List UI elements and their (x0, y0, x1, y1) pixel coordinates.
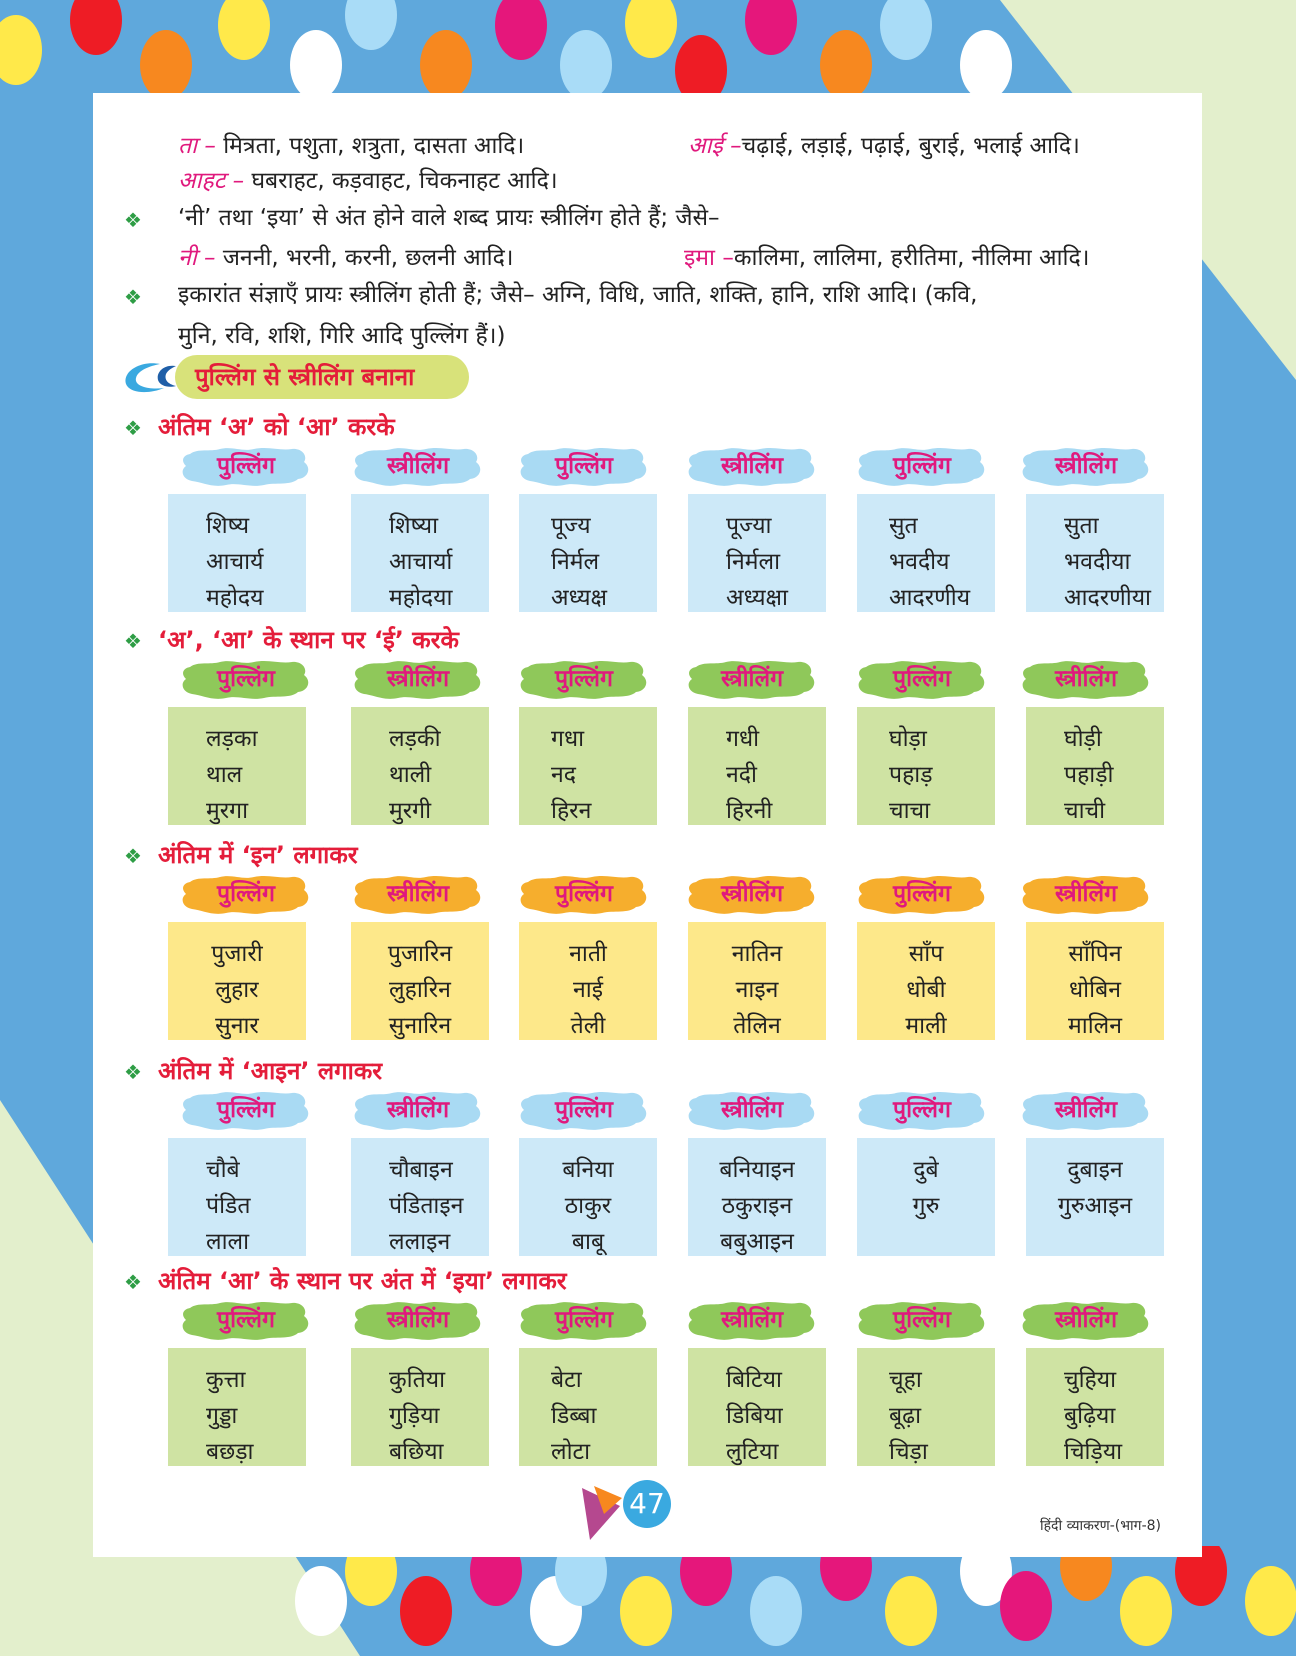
word: लड़का (206, 726, 258, 752)
feminine-word-box (351, 1348, 489, 1466)
masculine-tag (180, 659, 312, 701)
word: शिष्या (389, 513, 439, 539)
feminine-label: स्त्रीलिंग (1054, 666, 1118, 692)
feminine-label: स्त्रीलिंग (1054, 1307, 1118, 1333)
masculine-tag (180, 446, 312, 488)
word: साँपिन (1068, 941, 1122, 967)
word: आदरणीया (1064, 585, 1152, 611)
intro-text: ‘नी’ तथा ‘इया’ से अंत होने वाले शब्द प्रायः स्त्रीलिंग होते हैं; जैसे– (178, 205, 720, 231)
word: नातिन (731, 941, 783, 967)
feminine-tag (686, 874, 818, 916)
intro-keyword: आई – (688, 133, 742, 159)
feminine-label: स्त्रीलिंग (1054, 881, 1118, 907)
masculine-word-box (857, 1348, 995, 1466)
word: पूज्या (726, 513, 772, 539)
section-title: ‘अ’, ‘आ’ के स्थान पर ‘ई’ करके (158, 626, 459, 654)
word: महोदया (389, 585, 453, 611)
word: लुहार (215, 977, 259, 1003)
word: गुड़िया (389, 1403, 440, 1429)
word: धोबी (906, 977, 946, 1003)
word: डिब्बा (551, 1403, 597, 1429)
word: महोदय (206, 585, 264, 611)
feminine-tag (686, 1090, 818, 1132)
masculine-label: पुल्लिंग (555, 1307, 613, 1333)
intro-text: मित्रता, पशुता, शत्रुता, दासता आदि। (223, 133, 525, 159)
word: घोड़ा (889, 726, 927, 752)
word: बेटा (551, 1367, 582, 1393)
masculine-word-box (857, 494, 995, 612)
word: पूज्य (551, 513, 591, 539)
word: माली (905, 1013, 947, 1039)
word: ठाकुर (564, 1193, 612, 1219)
masculine-label: पुल्लिंग (555, 1097, 613, 1123)
feminine-word-box (688, 1348, 826, 1466)
diamond-bullet-icon: ❖ (124, 844, 142, 868)
feminine-word-box (1026, 707, 1164, 825)
masculine-word-box (519, 1138, 657, 1256)
word: गधी (726, 726, 760, 752)
word: लाला (206, 1229, 250, 1255)
masculine-tag (518, 874, 650, 916)
masculine-word-box (168, 922, 306, 1040)
intro-line-ni_rule (178, 200, 720, 232)
word: मुरगी (389, 798, 432, 824)
word: कुतिया (389, 1367, 446, 1393)
word: नाई (572, 977, 603, 1003)
masculine-word-box (168, 707, 306, 825)
word: मुरगा (206, 798, 249, 824)
masculine-word-box (519, 494, 657, 612)
main-heading: पुल्लिंग से स्त्रीलिंग बनाना (175, 355, 469, 399)
feminine-word-box (351, 707, 489, 825)
intro-keyword: ता – (178, 133, 224, 159)
feminine-label: स्त्रीलिंग (720, 881, 784, 907)
page-number: 47 (623, 1480, 671, 1528)
section-title: अंतिम में ‘इन’ लगाकर (158, 841, 358, 869)
masculine-label: पुल्लिंग (555, 666, 613, 692)
word: चौबे (206, 1157, 240, 1183)
word: कुत्ता (206, 1367, 246, 1393)
masculine-word-box (519, 922, 657, 1040)
feminine-tag (1020, 874, 1152, 916)
masculine-tag (856, 1300, 988, 1342)
word: गधा (551, 726, 585, 752)
word: सुनार (215, 1013, 259, 1039)
word: चिड़िया (1064, 1439, 1123, 1465)
word: आचार्या (389, 549, 453, 575)
masculine-word-box (168, 1138, 306, 1256)
masculine-label: पुल्लिंग (555, 881, 613, 907)
feminine-word-box (1026, 1138, 1164, 1256)
word: सुत (889, 513, 918, 539)
word: तेलिन (733, 1013, 781, 1039)
word: सुता (1064, 513, 1099, 539)
masculine-tag (518, 1090, 650, 1132)
word: बुढ़िया (1064, 1403, 1116, 1429)
feminine-label: स्त्रीलिंग (386, 1307, 450, 1333)
word: थाल (206, 762, 243, 788)
footer-book-title: हिंदी व्याकरण-(भाग-8) (1040, 1518, 1161, 1534)
masculine-word-box (168, 494, 306, 612)
word: मालिन (1067, 1013, 1123, 1039)
word: चुहिया (1064, 1367, 1117, 1393)
word: ठकुराइन (721, 1193, 793, 1219)
masculine-word-box (519, 707, 657, 825)
word: नाती (569, 941, 607, 967)
feminine-label: स्त्रीलिंग (386, 881, 450, 907)
word: गुरुआइन (1057, 1193, 1133, 1219)
diamond-bullet-icon: ❖ (124, 285, 142, 309)
section-title: अंतिम में ‘आइन’ लगाकर (158, 1057, 383, 1085)
word: गुड्डा (206, 1403, 238, 1429)
word: शिष्य (206, 513, 250, 539)
word: बछिया (389, 1439, 444, 1465)
word: आचार्य (206, 549, 264, 575)
feminine-word-box (1026, 1348, 1164, 1466)
feminine-tag (686, 1300, 818, 1342)
word: निर्मल (551, 549, 600, 575)
feminine-label: स्त्रीलिंग (720, 1307, 784, 1333)
intro-text: कालिमा, लालिमा, हरीतिमा, नीलिमा आदि। (733, 245, 1090, 271)
feminine-word-box (351, 1138, 489, 1256)
masculine-label: पुल्लिंग (893, 453, 951, 479)
masculine-word-box (168, 1348, 306, 1466)
intro-line-ikarant2 (178, 318, 505, 350)
masculine-tag (518, 446, 650, 488)
word: निर्मला (726, 549, 781, 575)
section-title: अंतिम ‘अ’ को ‘आ’ करके (158, 413, 395, 441)
masculine-label: पुल्लिंग (217, 1307, 275, 1333)
word: बूढ़ा (889, 1403, 922, 1429)
heading-swoosh-icon (120, 358, 180, 398)
feminine-word-box (351, 494, 489, 612)
masculine-label: पुल्लिंग (893, 1307, 951, 1333)
masculine-tag (856, 874, 988, 916)
intro-line-ni (178, 240, 514, 272)
feminine-tag (1020, 659, 1152, 701)
masculine-word-box (857, 707, 995, 825)
word: लोटा (551, 1439, 591, 1465)
feminine-tag (1020, 1300, 1152, 1342)
word: पंडिताइन (389, 1193, 464, 1219)
feminine-label: स्त्रीलिंग (1054, 1097, 1118, 1123)
word: चौबाइन (389, 1157, 453, 1183)
word: डिबिया (726, 1403, 783, 1429)
intro-line-ima (684, 240, 1089, 272)
feminine-word-box (351, 922, 489, 1040)
word: दुबे (913, 1157, 939, 1183)
masculine-label: पुल्लिंग (217, 666, 275, 692)
word: गुरु (912, 1193, 940, 1219)
intro-line-ta (178, 128, 524, 160)
feminine-word-box (688, 494, 826, 612)
feminine-label: स्त्रीलिंग (386, 666, 450, 692)
feminine-tag (686, 659, 818, 701)
word: चाची (1064, 798, 1106, 824)
masculine-word-box (857, 1138, 995, 1256)
word: पहाड़ (889, 762, 933, 788)
intro-line-aai (688, 128, 1080, 160)
feminine-label: स्त्रीलिंग (720, 453, 784, 479)
word: बछड़ा (206, 1439, 254, 1465)
word: थाली (389, 762, 432, 788)
masculine-tag (180, 1090, 312, 1132)
diamond-bullet-icon: ❖ (124, 1060, 142, 1084)
word: ललाइन (389, 1229, 451, 1255)
word: अध्यक्ष (551, 585, 608, 611)
feminine-word-box (1026, 494, 1164, 612)
masculine-tag (518, 1300, 650, 1342)
masculine-label: पुल्लिंग (217, 453, 275, 479)
feminine-label: स्त्रीलिंग (1054, 453, 1118, 479)
feminine-word-box (688, 1138, 826, 1256)
intro-text: मुनि, रवि, शशि, गिरि आदि पुल्लिंग हैं।) (178, 323, 506, 349)
feminine-tag (686, 446, 818, 488)
word: लड़की (389, 726, 441, 752)
word: हिरन (551, 798, 592, 824)
intro-line-aahat (178, 163, 558, 195)
word: भवदीया (1064, 549, 1131, 575)
intro-text: चढ़ाई, लड़ाई, पढ़ाई, बुराई, भलाई आदि। (741, 133, 1080, 159)
masculine-word-box (519, 1348, 657, 1466)
word: धोबिन (1069, 977, 1121, 1003)
diamond-bullet-icon: ❖ (124, 416, 142, 440)
intro-line-ikarant1 (178, 277, 977, 309)
masculine-label: पुल्लिंग (893, 1097, 951, 1123)
masculine-tag (856, 1090, 988, 1132)
word: चूहा (889, 1367, 922, 1393)
feminine-tag (352, 446, 484, 488)
intro-keyword: इमा – (684, 245, 734, 271)
feminine-label: स्त्रीलिंग (720, 1097, 784, 1123)
word: नाइन (735, 977, 779, 1003)
masculine-tag (518, 659, 650, 701)
feminine-tag (1020, 1090, 1152, 1132)
feminine-label: स्त्रीलिंग (386, 1097, 450, 1123)
word: बिटिया (726, 1367, 782, 1393)
bottom-dots-decoration (0, 1546, 1296, 1656)
masculine-word-box (857, 922, 995, 1040)
feminine-tag (352, 1090, 484, 1132)
word: हिरनी (726, 798, 773, 824)
intro-keyword: नी – (178, 245, 223, 271)
word: पुजारिन (387, 941, 453, 967)
feminine-tag (352, 1300, 484, 1342)
word: बाबू (571, 1229, 605, 1255)
feminine-label: स्त्रीलिंग (386, 453, 450, 479)
section-title: अंतिम ‘आ’ के स्थान पर अंत में ‘इया’ लगाकर (158, 1267, 567, 1295)
feminine-label: स्त्रीलिंग (720, 666, 784, 692)
word: अध्यक्षा (726, 585, 789, 611)
word: साँप (908, 941, 944, 967)
feminine-tag (352, 659, 484, 701)
feminine-tag (352, 874, 484, 916)
word: घोड़ी (1064, 726, 1102, 752)
diamond-bullet-icon: ❖ (124, 629, 142, 653)
word: नद (551, 762, 576, 788)
word: लुटिया (726, 1439, 779, 1465)
word: भवदीय (889, 549, 950, 575)
word: लुहारिन (389, 977, 451, 1003)
word: चाचा (889, 798, 931, 824)
feminine-word-box (688, 707, 826, 825)
word: तेली (570, 1013, 606, 1039)
intro-text: जननी, भरनी, करनी, छलनी आदि। (222, 245, 514, 271)
intro-text: घबराहट, कड़वाहट, चिकनाहट आदि। (251, 168, 558, 194)
masculine-tag (856, 446, 988, 488)
word: चिड़ा (889, 1439, 928, 1465)
word: पहाड़ी (1064, 762, 1114, 788)
feminine-word-box (1026, 922, 1164, 1040)
feminine-word-box (688, 922, 826, 1040)
word: पुजारी (211, 941, 263, 967)
word: सुनारिन (388, 1013, 452, 1039)
diamond-bullet-icon: ❖ (124, 208, 142, 232)
word: पंडित (206, 1193, 251, 1219)
masculine-tag (180, 1300, 312, 1342)
masculine-label: पुल्लिंग (893, 881, 951, 907)
feminine-tag (1020, 446, 1152, 488)
masculine-label: पुल्लिंग (217, 881, 275, 907)
word: बनियाइन (719, 1157, 795, 1183)
masculine-label: पुल्लिंग (217, 1097, 275, 1123)
word: बनिया (562, 1157, 614, 1183)
word: आदरणीय (889, 585, 971, 611)
masculine-tag (180, 874, 312, 916)
masculine-label: पुल्लिंग (893, 666, 951, 692)
intro-text: इकारांत संज्ञाएँ प्रायः स्त्रीलिंग होती हैं; जैसे– अग्नि, विधि, जाति, शक्ति, हानि, राशि आदि। (कवि, (178, 282, 978, 308)
masculine-label: पुल्लिंग (555, 453, 613, 479)
word: बबुआइन (720, 1229, 794, 1255)
diamond-bullet-icon: ❖ (124, 1270, 142, 1294)
word: नदी (726, 762, 757, 788)
word: दुबाइन (1067, 1157, 1123, 1183)
intro-keyword: आहट – (178, 168, 252, 194)
masculine-tag (856, 659, 988, 701)
